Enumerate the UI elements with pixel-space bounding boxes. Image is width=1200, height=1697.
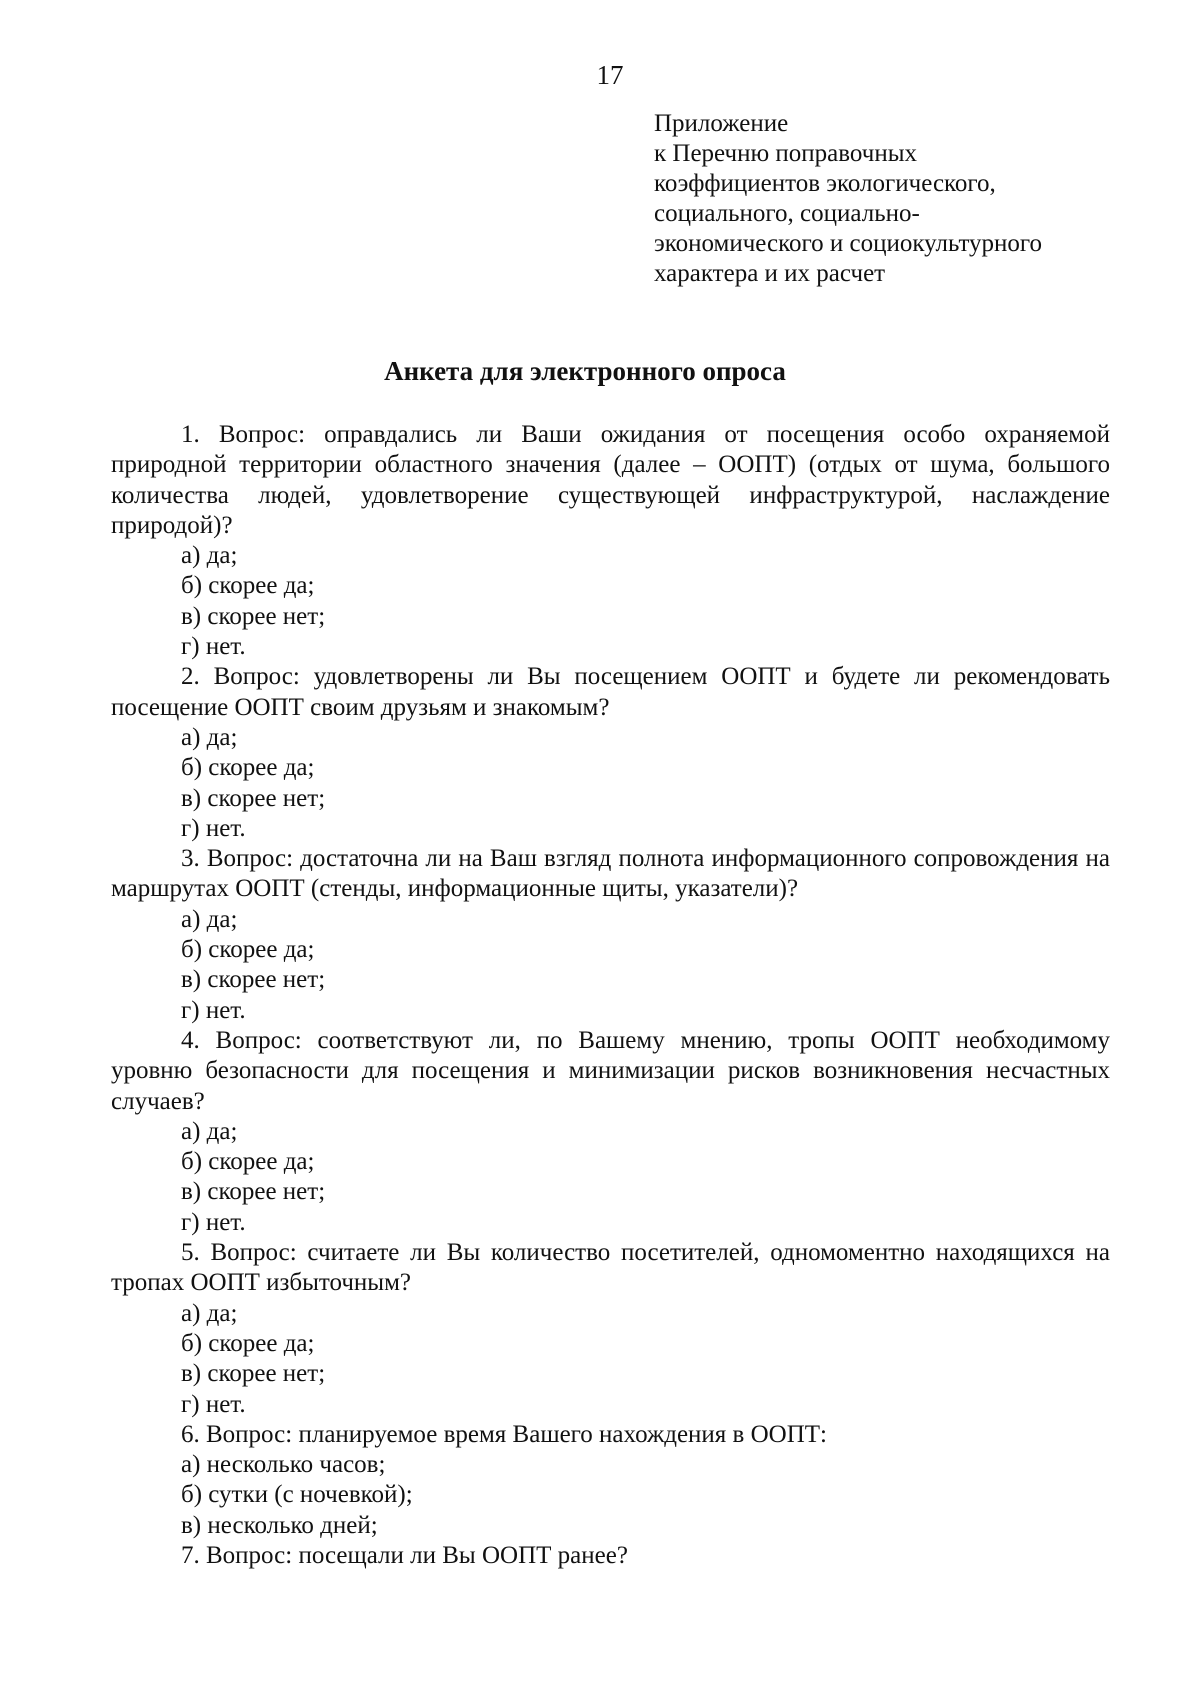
answer-option: а) несколько часов; <box>181 1451 386 1479</box>
answer-option: а) да; <box>181 1299 238 1327</box>
appendix-line: к Перечню поправочных <box>654 140 917 167</box>
answer-option: г) нет. <box>181 814 246 842</box>
answer-option: в) скорее нет; <box>181 1178 326 1206</box>
question-text: 4. Вопрос: соответствуют ли, по Вашему мнению, тропы ООПТ необходимому уровню безопасности для посещения и минимизации рисков возникновения несчастных случаев? <box>111 1026 1110 1115</box>
question-text: 5. Вопрос: считаете ли Вы количество посетителей, одномоментно находящихся на тропах ООПТ избыточным? <box>111 1239 1110 1297</box>
appendix-line: коэффициентов экологического, <box>654 170 996 197</box>
appendix-line: характера и их расчет <box>654 260 886 287</box>
question-text: 3. Вопрос: достаточна ли на Ваш взгляд полнота информационного сопровождения на маршрутах ООПТ (стенды, информационные щиты, указатели)? <box>111 845 1110 903</box>
appendix-line: социального, социально- <box>654 200 920 227</box>
answer-option: б) скорее да; <box>181 572 315 600</box>
question-text: 6. Вопрос: планируемое время Вашего нахождения в ООПТ: <box>181 1420 827 1448</box>
answer-option: в) скорее нет; <box>181 966 326 994</box>
answer-option: в) несколько дней; <box>181 1511 378 1539</box>
answer-option: а) да; <box>181 905 238 933</box>
survey-body <box>111 420 1110 1571</box>
survey-title: Анкета для электронного опроса <box>384 356 786 386</box>
appendix-line: экономического и социокультурного <box>654 230 1043 257</box>
answer-option: г) нет. <box>181 1390 246 1418</box>
answer-option: б) скорее да; <box>181 754 315 782</box>
answer-option: в) скорее нет; <box>181 602 326 630</box>
answer-option: б) скорее да; <box>181 1148 315 1176</box>
appendix-line: Приложение <box>654 110 789 137</box>
answer-option: в) скорее нет; <box>181 1360 326 1388</box>
answer-option: б) скорее да; <box>181 1329 315 1357</box>
answer-option: а) да; <box>181 723 238 751</box>
answer-option: б) скорее да; <box>181 936 315 964</box>
answer-option: а) да; <box>181 542 238 570</box>
question-text: 7. Вопрос: посещали ли Вы ООПТ ранее? <box>181 1541 628 1569</box>
answer-option: г) нет. <box>181 996 246 1024</box>
answer-option: г) нет. <box>181 1208 246 1236</box>
question-text: 1. Вопрос: оправдались ли Ваши ожидания от посещения особо охраняемой природной территории областного значения (далее – ООПТ) (отдых от шума, большого количества людей, удовлетворение существующей инфраструктурой, наслаждение природой)? <box>111 421 1110 539</box>
answer-option: в) скорее нет; <box>181 784 326 812</box>
question-text: 2. Вопрос: удовлетворены ли Вы посещением ООПТ и будете ли рекомендовать посещение ООПТ своим друзьям и знакомым? <box>111 663 1110 721</box>
answer-option: б) сутки (с ночевкой); <box>181 1481 413 1509</box>
answer-option: г) нет. <box>181 633 246 661</box>
appendix-note <box>654 109 1124 289</box>
page-number: 17 <box>596 60 624 90</box>
answer-option: а) да; <box>181 1117 238 1145</box>
